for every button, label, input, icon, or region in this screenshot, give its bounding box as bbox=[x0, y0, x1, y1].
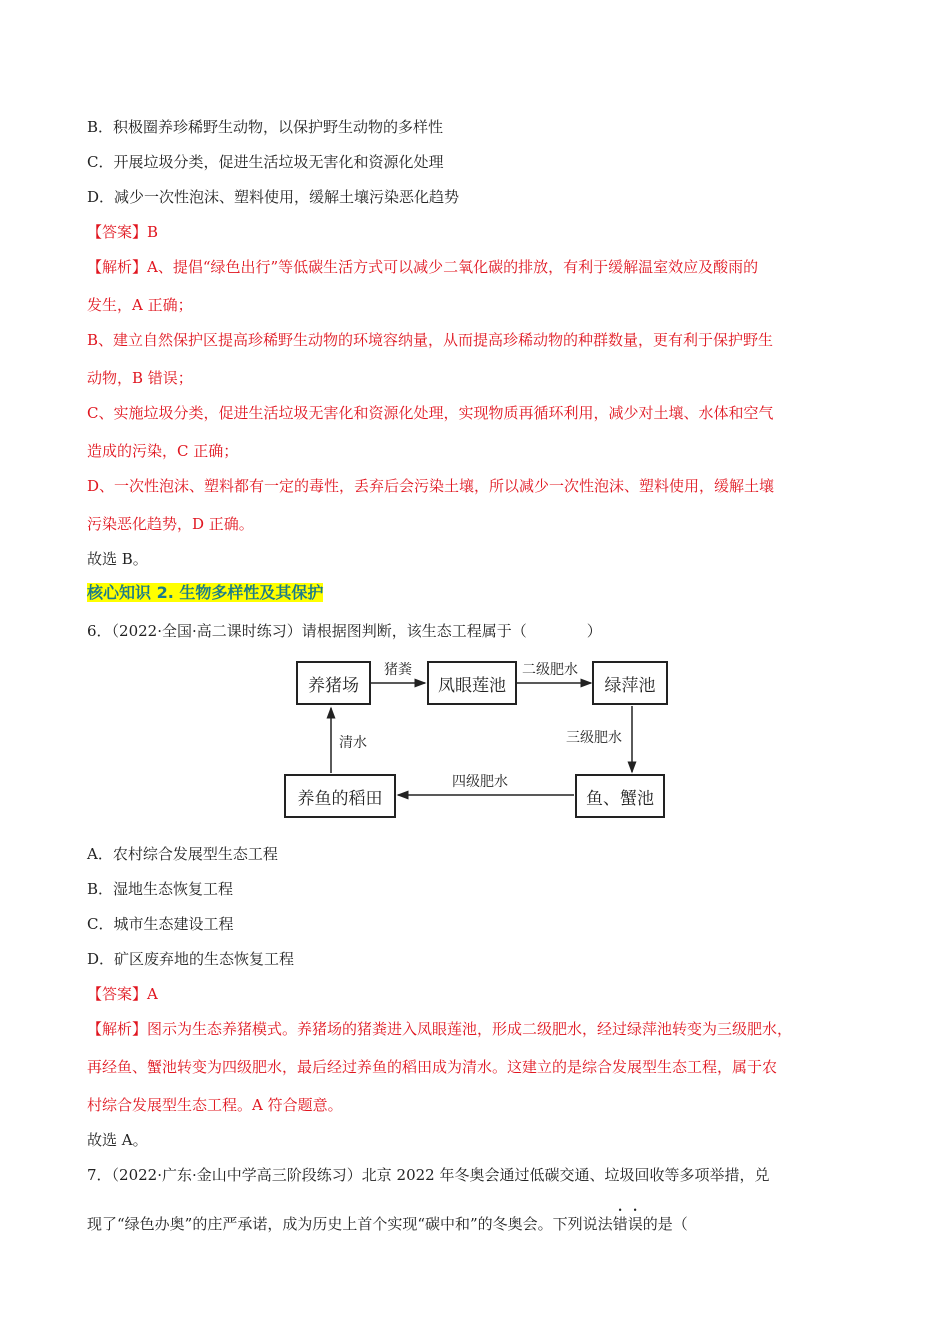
q5-analysis-line: B、建立自然保护区提高珍稀野生动物的环境容纳量，从而提高珍稀动物的种群数量，更有利于保护野生 bbox=[87, 331, 774, 349]
q6-option-c: C．城市生态建设工程 bbox=[87, 915, 234, 933]
q5-analysis-line: C、实施垃圾分类，促进生活垃圾无害化和资源化处理，实现物质再循环利用，减少对土壤、水体和空气 bbox=[87, 404, 774, 422]
q7-stem-line1: 7．（2022·广东·金山中学高三阶段练习）北京 2022 年冬奥会通过低碳交通、垃圾回收等多项举措，兑 bbox=[87, 1166, 770, 1184]
box-fish-crab-pond: 鱼、蟹池 bbox=[575, 774, 665, 818]
q7-emphasis-wrong: 错误 bbox=[612, 1215, 643, 1233]
q6-analysis-line: 村综合发展型生态工程。A 符合题意。 bbox=[87, 1096, 343, 1114]
label-level4: 四级肥水 bbox=[452, 774, 508, 790]
q6-option-b: B．湿地生态恢复工程 bbox=[87, 880, 234, 898]
q7-stem-line2 bbox=[87, 1206, 688, 1234]
q6-analysis-line: 【解析】图示为生态养猪模式。养猪场的猪粪进入凤眼莲池，形成二级肥水，经过绿萍池转变为三级肥水， bbox=[87, 1020, 793, 1038]
box-azolla-pond: 绿萍池 bbox=[592, 661, 668, 705]
q7-stem-text: 现了“绿色办奥”的庄严承诺，成为历史上首个实现“碳中和”的冬奥会。下列说法 bbox=[87, 1215, 613, 1233]
q6-answer: 【答案】A bbox=[87, 985, 158, 1003]
section-heading: 核心知识 2. 生物多样性及其保护 bbox=[87, 583, 324, 602]
label-manure: 猪粪 bbox=[384, 662, 412, 678]
q7-stem-end: 的是（ bbox=[642, 1215, 688, 1233]
q5-analysis-line: D、一次性泡沫、塑料都有一定的毒性，丢弃后会污染土壤，所以减少一次性泡沫、塑料使用，缓解土壤 bbox=[87, 477, 775, 495]
q5-conclusion: 故选 B。 bbox=[87, 550, 148, 568]
q6-stem: 6．（2022·全国·高二课时练习）请根据图判断，该生态工程属于（ ） bbox=[87, 622, 602, 640]
q6-option-d: D．矿区废弃地的生态恢复工程 bbox=[87, 950, 295, 968]
q5-analysis-line: 动物，B 错误； bbox=[87, 369, 193, 387]
q5-option-d: D．减少一次性泡沫、塑料使用，缓解土壤污染恶化趋势 bbox=[87, 188, 460, 206]
label-level2: 二级肥水 bbox=[522, 662, 578, 678]
q5-analysis-line: 发生，A 正确； bbox=[87, 296, 193, 314]
q6-conclusion: 故选 A。 bbox=[87, 1131, 148, 1149]
q5-option-b: B．积极圈养珍稀野生动物，以保护野生动物的多样性 bbox=[87, 118, 444, 136]
q5-analysis-line: 污染恶化趋势，D 正确。 bbox=[87, 515, 254, 533]
q5-analysis-line: 【解析】A、提倡“绿色出行”等低碳生活方式可以减少二氧化碳的排放，有利于缓解温室效应及酸雨的 bbox=[87, 258, 759, 276]
q5-answer: 【答案】B bbox=[87, 223, 159, 241]
q6-option-a: A．农村综合发展型生态工程 bbox=[87, 845, 278, 863]
box-pig-farm: 养猪场 bbox=[296, 661, 371, 705]
q6-analysis-line: 再经鱼、蟹池转变为四级肥水，最后经过养鱼的稻田成为清水。这建立的是综合发展型生态工程，属于农 bbox=[87, 1058, 778, 1076]
q5-option-c: C．开展垃圾分类，促进生活垃圾无害化和资源化处理 bbox=[87, 153, 444, 171]
box-rice-field: 养鱼的稻田 bbox=[284, 774, 396, 818]
label-level3: 三级肥水 bbox=[566, 730, 622, 746]
q5-analysis-line: 造成的污染，C 正确； bbox=[87, 442, 239, 460]
label-clean-water: 清水 bbox=[339, 735, 367, 751]
box-water-hyacinth-pond: 凤眼莲池 bbox=[427, 661, 517, 705]
